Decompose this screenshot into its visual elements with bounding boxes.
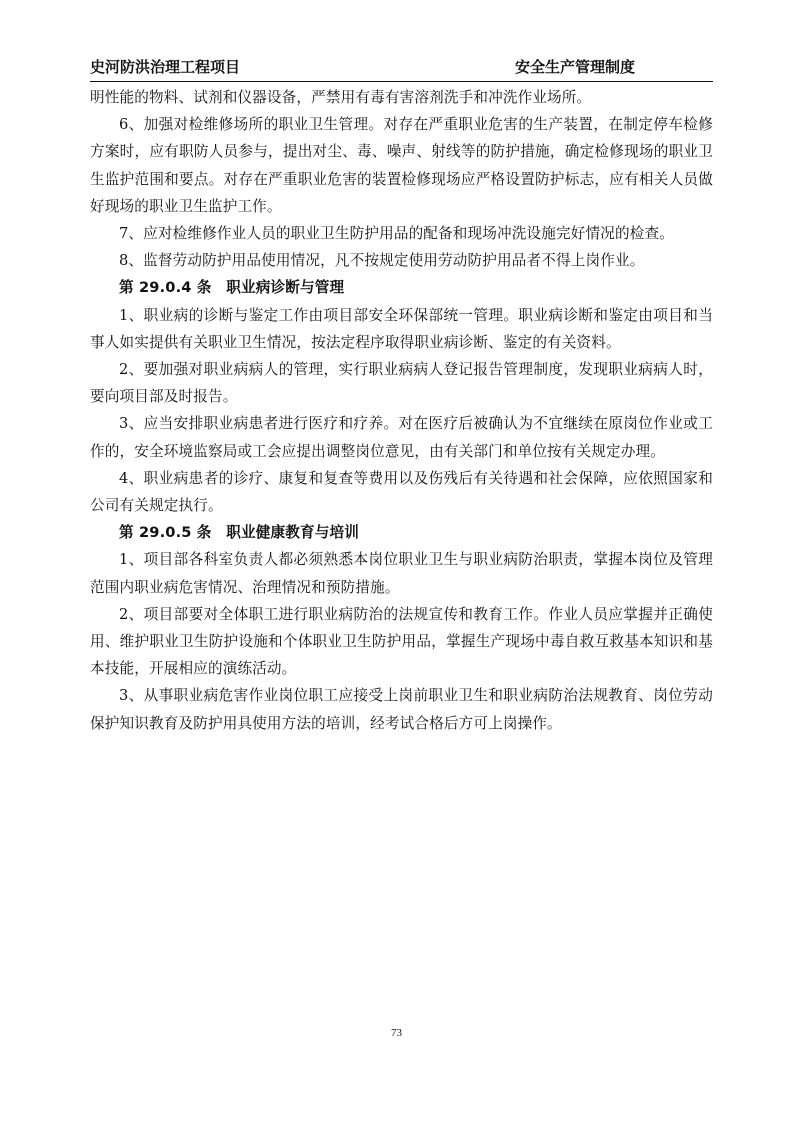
- section-heading-29-0-4: 第 29.0.4 条 职业病诊断与管理: [119, 279, 345, 297]
- page-header: [90, 55, 713, 81]
- section-heading-29-0-5: 第 29.0.5 条 职业健康教育与培训: [119, 524, 359, 542]
- project-title: 史河防洪治理工程项目: [90, 58, 241, 76]
- paragraph-item-7: 7、应对检维修作业人员的职业卫生防护用品的配备和现场冲洗设施完好情况的检查。: [119, 225, 674, 243]
- paragraph-diagnosis-2: 2、要加强对职业病病人的管理，实行职业病病人登记报告管理制度，发现职业病病人时，要向项目部及时报告。: [90, 361, 713, 406]
- paragraph-item-6: 6、加强对检维修场所的职业卫生管理。对存在严重职业危害的生产装置，在制定停车检修方案时，应有职防人员参与，提出对尘、毒、噪声、射线等的防护措施，确定检修现场的职业卫生监护范围和要点。对存在严重职业危害的装置检修现场应严格设置防护标志，应有相关人员做好现场的职业卫生监护工作。: [90, 116, 713, 215]
- paragraph-continuation: 明性能的物料、试剂和仪器设备，严禁用有毒有害溶剂洗手和冲洗作业场所。: [90, 89, 592, 106]
- paragraph-training-2: 2、项目部要对全体职工进行职业病防治的法规宣传和教育工作。作业人员应掌握并正确使用、维护职业卫生防护设施和个体职业卫生防护用品，掌握生产现场中毒自救互救基本知识和基本技能，开展相应的演练活动。: [90, 605, 713, 678]
- paragraph-training-3: 3、从事职业病危害作业岗位职工应接受上岗前职业卫生和职业病防治法规教育、岗位劳动保护知识教育及防护用具使用方法的培训，经考试合格后方可上岗操作。: [90, 687, 713, 732]
- page-number: 73: [391, 1027, 402, 1039]
- document-body: [90, 84, 713, 737]
- paragraph-item-8: 8、监督劳动防护用品使用情况，凡不按规定使用劳动防护用品者不得上岗作业。: [119, 252, 645, 270]
- paragraph-diagnosis-3: 3、应当安排职业病患者进行医疗和疗养。对在医疗后被确认为不宜继续在原岗位作业或工作的，安全环境监察局或工会应提出调整岗位意见，由有关部门和单位按有关规定办理。: [90, 415, 713, 460]
- paragraph-diagnosis-4: 4、职业病患者的诊疗、康复和复查等费用以及伤残后有关待遇和社会保障，应依照国家和公司有关规定执行。: [90, 469, 713, 515]
- header-divider: [90, 81, 713, 82]
- paragraph-training-1: 1、项目部各科室负责人都必须熟悉本岗位职业卫生与职业病防治职责，掌握本岗位及管理范围内职业病危害情况、治理情况和预防措施。: [90, 551, 713, 596]
- document-title: 安全生产管理制度: [515, 58, 636, 76]
- paragraph-diagnosis-1: 1、职业病的诊断与鉴定工作由项目部安全环保部统一管理。职业病诊断和鉴定由项目和当事人如实提供有关职业卫生情况，按法定程序取得职业病诊断、鉴定的有关资料。: [90, 306, 713, 351]
